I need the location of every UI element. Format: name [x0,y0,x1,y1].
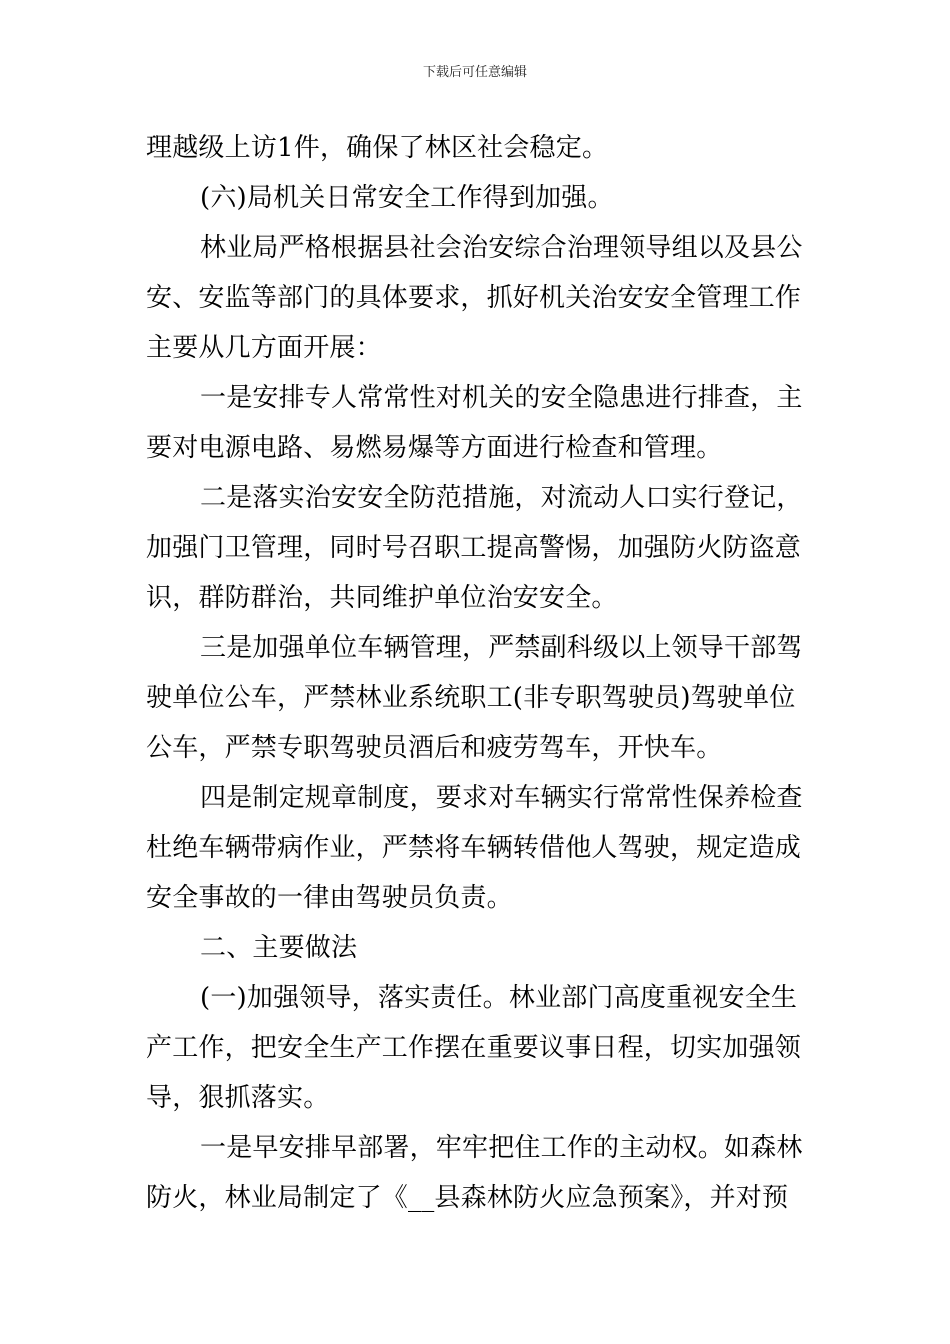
text-line: 防火，林业局制定了《__县森林防火应急预案》，并对预 [146,1183,789,1213]
text-line: 主要从几方面开展： [146,333,382,363]
text-line: 林业局严格根据县社会治安综合治理领导组以及县公 [200,233,803,263]
text-line: 二是落实治安安全防范措施，对流动人口实行登记， [200,483,803,513]
text-line: 四是制定规章制度，要求对车辆实行常常性保养检查 [200,783,803,813]
text-line: 三是加强单位车辆管理，严禁副科级以上领导干部驾 [200,633,803,663]
text-line: 驶单位公车，严禁林业系统职工(非专职驾驶员)驾驶单位 [146,683,796,713]
text-line: 一是早安排早部署，牢牢把住工作的主动权。如森林 [200,1133,803,1163]
text-line: 理越级上访1件，确保了林区社会稳定。 [146,133,609,163]
text-line: 产工作，把安全生产工作摆在重要议事日程，切实加强领 [146,1033,802,1063]
text-line: 一是安排专人常常性对机关的安全隐患进行排查，主 [200,383,803,413]
text-line: (一)加强领导，落实责任。林业部门高度重视安全生 [200,983,798,1013]
text-line: 识，群防群治，共同维护单位治安安全。 [146,583,618,613]
text-line: 安、安监等部门的具体要求，抓好机关治安安全管理工作 [146,283,802,313]
text-line: 导，狠抓落实。 [146,1083,330,1113]
text-line: (六)局机关日常安全工作得到加强。 [200,183,614,213]
text-line: 安全事故的一律由驾驶员负责。 [146,883,513,913]
text-line: 公车，严禁专职驾驶员酒后和疲劳驾车，开快车。 [146,733,723,763]
text-line: 加强门卫管理，同时号召职工提高警惕，加强防火防盗意 [146,533,802,563]
text-line: 杜绝车辆带病作业，严禁将车辆转借他人驾驶，规定造成 [146,833,802,863]
page-header: 下载后可任意编辑 [422,65,527,80]
text-line: 要对电源电路、易燃易爆等方面进行检查和管理。 [146,433,723,463]
text-line: 二、主要做法 [200,933,358,963]
